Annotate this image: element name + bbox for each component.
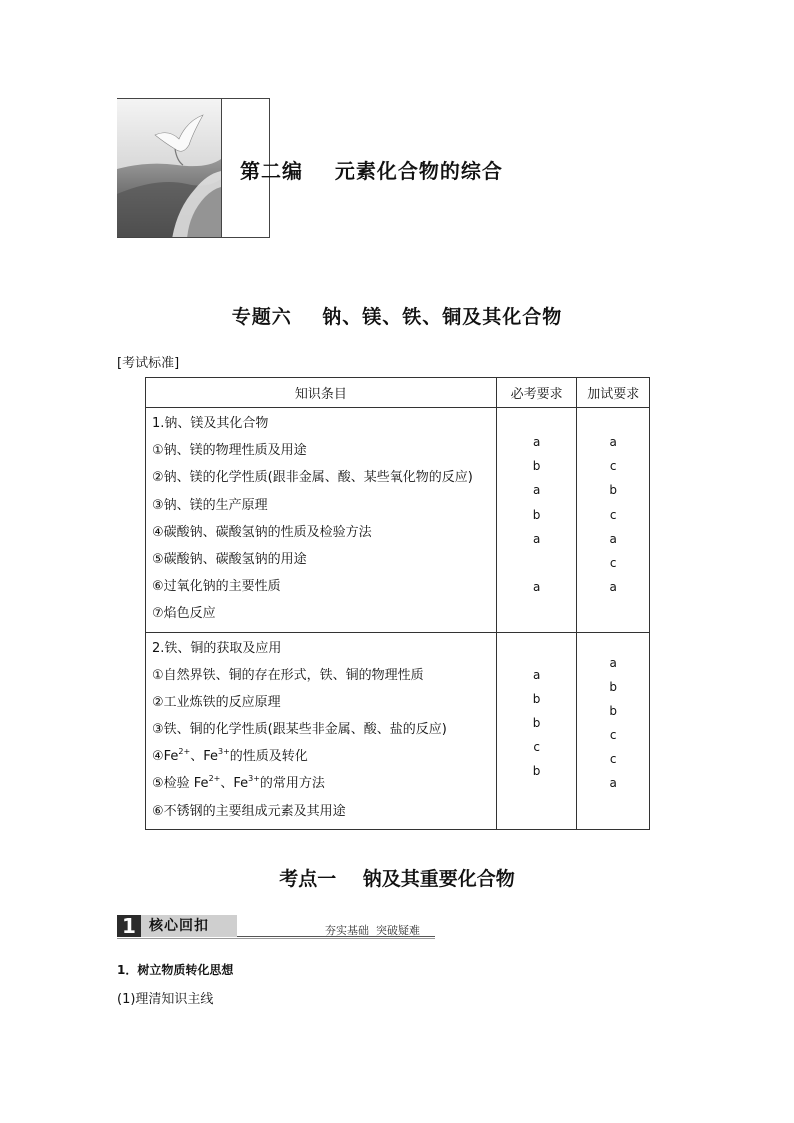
topic-item: ⑦焰色反应	[152, 606, 216, 622]
part-title: 第二编 元素化合物的综合	[240, 159, 503, 183]
level-value: a	[532, 531, 541, 546]
level-value: c	[609, 507, 617, 522]
level-value: a	[609, 531, 617, 546]
group1-topics	[146, 408, 497, 633]
topic-item: 2.铁、铜的获取及应用	[152, 640, 282, 656]
topic-item: 1.钠、镁及其化合物	[152, 416, 269, 431]
level-value: a	[609, 435, 617, 449]
group2-topics	[146, 632, 497, 829]
level-value: a	[609, 580, 617, 595]
topic-item: ②工业炼铁的反应原理	[152, 694, 281, 710]
swan-wave-image	[117, 99, 221, 237]
level-value: b	[532, 715, 541, 730]
level-value: c	[609, 459, 617, 474]
group1-required	[496, 408, 577, 633]
topic-item: ③铁、铜的化学性质(跟某些非金属、酸、盐的反应)	[152, 722, 447, 738]
level-value: b	[609, 703, 617, 718]
topic-item: ①自然界铁、铜的存在形式，铁、铜的物理性质	[152, 667, 424, 683]
level-value: a	[532, 580, 541, 595]
table-header-row	[146, 378, 650, 408]
level-value: b	[609, 679, 617, 694]
group1-advanced	[577, 408, 650, 633]
topic-item: ②钠、镁的化学性质(跟非金属、酸、某些氧化物的反应)	[152, 470, 473, 486]
header-topic: 知识条目	[146, 378, 497, 408]
exam-standard-label: [考试标准]	[117, 356, 180, 371]
section-subtitle: 夯实基础 突破疑难	[325, 924, 420, 937]
group2-advanced	[577, 632, 650, 829]
topic-item-ion-test: ⑤检验 $Fe^{2+}$、$Fe^{3+}$的常用方法	[152, 774, 325, 792]
level-value: a	[609, 776, 617, 791]
level-value: b	[532, 764, 541, 779]
group2-required	[496, 632, 577, 829]
topic-item: ③钠、镁的生产原理	[152, 497, 268, 513]
section-underline	[117, 938, 435, 939]
level-value: a	[532, 435, 541, 449]
topic-item: ①钠、镁的物理性质及用途	[152, 443, 307, 459]
level-value: a	[532, 483, 541, 498]
point-subheading: (1)理清知识主线	[117, 992, 214, 1007]
topic-item: ④碳酸钠、碳酸氢钠的性质及检验方法	[152, 524, 372, 540]
level-value: c	[609, 752, 617, 767]
level-value: a	[532, 667, 541, 682]
level-value: b	[532, 507, 541, 522]
section-title: 考点一 钠及其重要化合物	[279, 868, 515, 890]
table-row-group1	[146, 408, 650, 633]
level-value: b	[609, 483, 617, 498]
point-heading: 1．树立物质转化思想	[117, 963, 234, 977]
header-required: 必考要求	[496, 378, 577, 408]
level-value: b	[532, 691, 541, 706]
table-row-group2	[146, 632, 650, 829]
level-value: a	[609, 655, 617, 670]
topic-title: 专题六 钠、镁、铁、铜及其化合物	[231, 306, 563, 328]
topic-item: ⑥过氧化钠的主要性质	[152, 579, 281, 595]
level-value: c	[609, 555, 617, 570]
level-value: b	[532, 459, 541, 474]
level-value: c	[533, 740, 540, 755]
level-value: c	[609, 728, 617, 743]
section-bar	[117, 915, 435, 939]
section-number: 1	[117, 915, 141, 937]
header-advanced: 加试要求	[577, 378, 650, 408]
topic-item: ⑤碳酸钠、碳酸氢钠的用途	[152, 551, 307, 567]
section-label: 核心回扣	[141, 915, 237, 937]
exam-standard-table	[145, 377, 650, 830]
topic-item-ion-transform: $④Fe^{2+}$、$Fe^{3+}$的性质及转化	[152, 747, 308, 765]
topic-item: ⑥不锈钢的主要组成元素及其用途	[152, 803, 346, 819]
level-value	[497, 551, 577, 575]
